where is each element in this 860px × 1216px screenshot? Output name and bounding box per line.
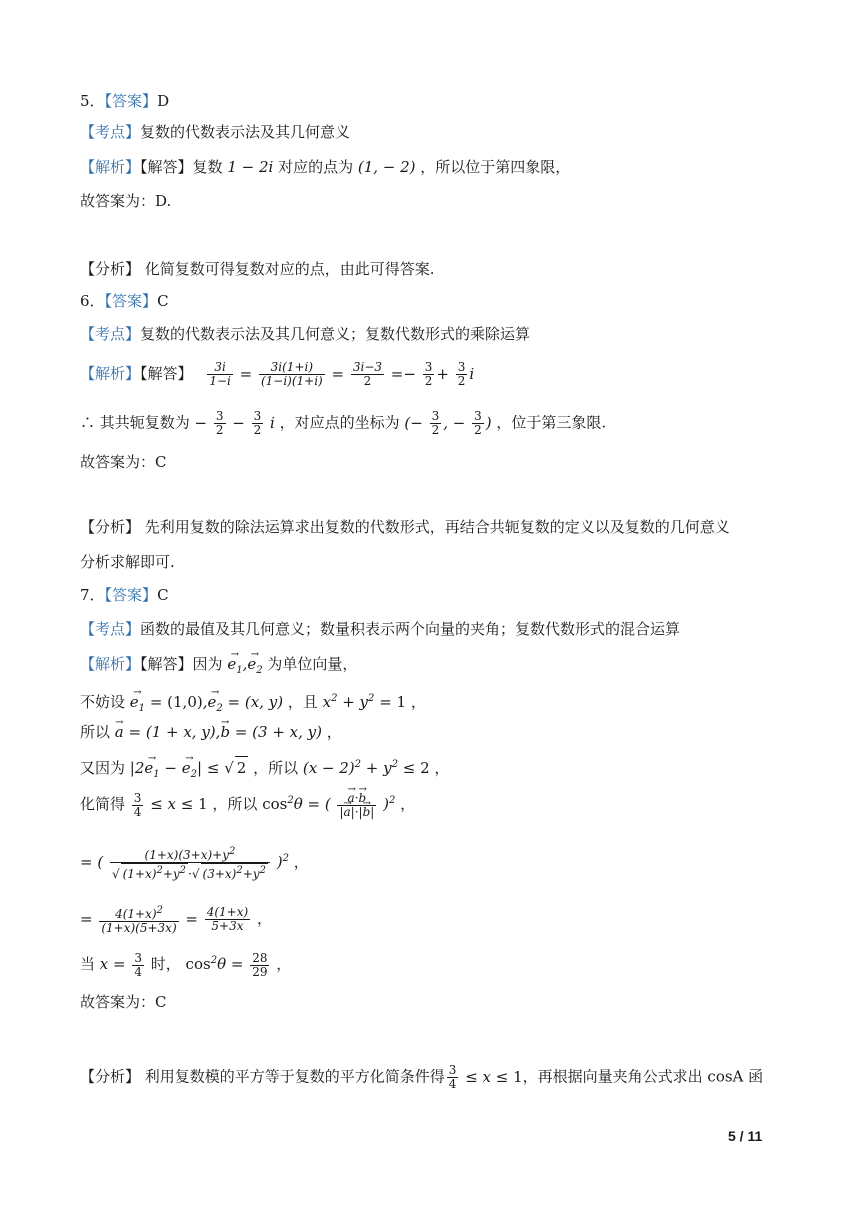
q5-kaodian-line [80,121,350,143]
jiexi-tag: 【解析】 [80,364,141,383]
math-expr: → $e_1 = (1,0),\to e_2 = (x$, y) [130,693,283,711]
jieda-tag: 【解答】 [140,655,193,673]
q6-answer-line [80,290,169,312]
q7-conclusion: 故答案为：C [80,993,167,1011]
fenxi-tag: 【分析】 [80,1067,141,1086]
text: 不妨设 [80,693,130,711]
math-expr: $x^2 + y^2 = 1$ [322,693,407,711]
q7-line3 [80,721,342,743]
fenxi-text: 利用复数模的平方等于复数的平方化简条件得 [140,1067,445,1086]
text: ， [395,795,416,813]
math-expr: → a = (1 + x, y),→ b = (3 + x, y) [115,723,322,741]
text: ，对应点的坐标为 [279,413,405,432]
q7-jiexi-line [80,653,357,682]
math-expr: = $\frac{4(1+x)^2}{(1+x)(5+3x)}$ = $\frac{4(1+x)}{5+3x}$ [80,905,249,935]
q5-jiexi-line [80,156,570,178]
fenxi-tag: 【分析】 [80,518,141,536]
text: 复数 [192,158,228,176]
answer-tag: 【答案】 [104,292,158,310]
q6-fenxi-line [80,516,730,538]
text: 当 [80,955,100,973]
answer-value: D [157,92,170,110]
text: ∴ 其共轭复数为 [80,413,195,432]
jieda-tag: 【解答】 [140,364,193,383]
q6-conclusion: 故答案为：C [80,453,167,471]
text: 又因为 [80,759,130,777]
math-expr: $(x - 2)^2 + y^2 \le 2$ [302,759,430,777]
q7-line7 [80,904,272,935]
answer-value: C [157,292,169,310]
fenxi-tag: 【分析】 [80,260,141,278]
text: 因为 [192,655,228,673]
text: ， [406,693,426,711]
fenxi-text: ，再根据向量夹角公式求出 cosA 函 [522,1067,764,1086]
text: ， [271,955,292,973]
math-expr: $\frac{3}{4}$ ≤ x ≤ 1 [133,790,208,819]
jiexi-tag: 【解析】 [80,158,141,176]
math-expr: (− $\frac{3}{2}$ , − $\frac{3}{2}$ ) [404,409,492,437]
q7-line4 [80,754,449,786]
kaodian-tag: 【考点】 [80,325,141,343]
text: ，所以 [248,759,303,777]
q7-kaodian-line [80,618,680,640]
math-expr: → $e_1,\to e_2$ [227,655,262,673]
kaodian-text: 复数的代数表示法及其几何意义 [140,123,351,141]
jieda-tag: 【解答】 [140,158,193,176]
text: ， [288,853,309,871]
math-expr: $\cos^2\theta$ = $\frac{28}{29}$ [185,950,268,979]
math-expr: $\cos^2\theta$ = ( → $\frac{a\cdot\to b}{|\to a|\cdot|\to b|}$ )$^2$ [262,795,395,813]
math-expr: $\frac{3}{4}$ ≤ x ≤ 1 [448,1063,523,1091]
question-number: 6． [80,292,105,310]
text: 时， [146,955,186,973]
math-expr: $\frac{3i}{1-i}$ = $\frac{3i(1+i)}{(1-i)(1+i)}$ = $\frac{3i-3}{2}$ =− $\frac{3}{2}$ + $\frac{3}{2}$ i [209,360,475,388]
text: 对应的点为 [273,158,358,176]
math-expr: 1 − 2i [227,158,274,176]
answer-tag: 【答案】 [104,586,158,604]
q7-answer-line [80,584,169,606]
text: ，且 [283,693,323,711]
text: ，所以 [207,795,263,813]
q7-fenxi-line [80,1064,763,1091]
text: 所以 [80,723,115,741]
math-expr: x = $\frac{3}{4}$ [99,950,142,979]
fenxi-text: 先利用复数的除法运算求出复数的代数形式，再结合共轭复数的定义以及复数的几何意义 [140,518,730,536]
q6-fenxi-line2: 分析求解即可. [80,553,175,571]
answer-tag: 【答案】 [104,92,158,110]
q7-line8 [80,950,291,979]
question-number: 7． [80,586,105,604]
q5-answer-line [80,90,169,112]
page-number: 5 / 11 [728,1128,763,1144]
math-expr: − $\frac{3}{2}$ − $\frac{3}{2}$ i [194,409,275,437]
jiexi-tag: 【解析】 [80,655,141,673]
q6-kaodian-line [80,323,530,345]
kaodian-tag: 【考点】 [80,123,141,141]
q5-conclusion: 故答案为：D. [80,192,172,210]
answer-value: C [157,586,169,604]
q5-fenxi-line [80,258,435,280]
q7-line6 [80,845,309,881]
text: 化简得 [80,795,130,813]
text: 为单位向量， [262,655,358,673]
text: ，所以位于第四象限， [415,158,571,176]
math-expr: (1, − 2) [357,158,416,176]
text: ，位于第三象限. [496,413,607,432]
text: ， [429,759,450,777]
math-expr: $|2\to e_1$ − → $e_2|$ ≤ √ 2 [130,759,249,777]
kaodian-text: 函数的最值及其几何意义；数量积表示两个向量的夹角；复数代数形式的混合运算 [140,620,681,638]
text: ， [252,909,272,928]
kaodian-text: 复数的代数表示法及其几何意义；复数代数形式的乘除运算 [140,325,531,343]
q7-line5 [80,790,415,819]
q7-line2 [80,688,426,720]
math-expr: = ( $\frac{(1+x)(3+x)+y^2}{√ (1+x)^2+y^2 \cdot√ (3+x)^2+y^2}$ )$^2$ [80,846,289,881]
kaodian-tag: 【考点】 [80,620,141,638]
q6-jiexi-line [80,361,474,388]
q6-conjugate-line [80,410,606,437]
question-number: 5． [80,92,105,110]
fenxi-text: 化简复数可得复数对应的点，由此可得答案. [140,260,435,278]
text: ， [321,723,342,741]
